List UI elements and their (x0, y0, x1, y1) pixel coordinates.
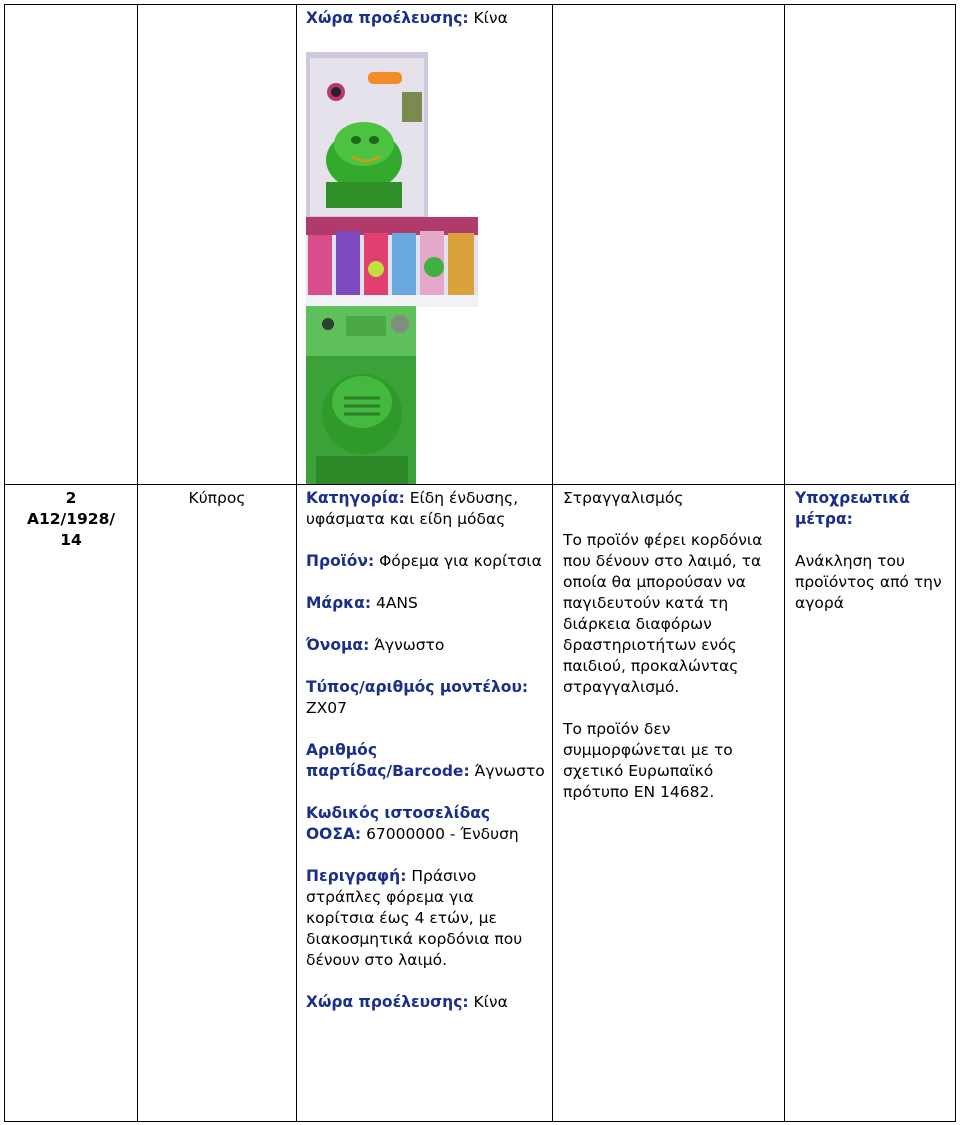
origin-label-2: Χώρα προέλευσης: (306, 993, 469, 1011)
description-label: Περιγραφή: (306, 867, 407, 885)
notifying-country (141, 488, 293, 509)
category-value: Είδη ένδυσης, υφάσματα και είδη μόδας (306, 489, 519, 528)
model-label: Τύπος/αριθμός μοντέλου: (306, 678, 529, 696)
model-field (306, 677, 546, 719)
product-label: Προϊόν: (306, 552, 375, 570)
description-field (306, 866, 546, 971)
description-value: Πράσινο στράπλες φόρεμα για κορίτσια έως 4 ετών, με διακοσμητικά κορδόνια που δένουν στο λαιμό. (306, 867, 523, 969)
country-name: Κύπρος (188, 489, 246, 507)
table-border-left (4, 4, 5, 1122)
category-label: Κατηγορία: (306, 489, 405, 507)
risk-paragraph-2: Το προϊόν δεν συμμορφώνεται με το σχετικό Ευρωπαϊκό πρότυπο EN 14682. (563, 720, 733, 801)
column-divider-4 (784, 4, 785, 1122)
oecd-field (306, 803, 546, 845)
batch-field (306, 740, 546, 782)
category-field (306, 488, 546, 530)
brand-field (306, 593, 546, 614)
batch-label: Αριθμός παρτίδας/Barcode: (306, 741, 470, 780)
brand-label: Μάρκα: (306, 594, 372, 612)
risk-description (563, 488, 777, 824)
row-divider (4, 484, 956, 485)
origin-value: Κίνα (468, 9, 508, 27)
brand-value: 4ANS (371, 594, 418, 612)
product-photo-1 (306, 52, 428, 218)
name-value: Άγνωστο (369, 636, 445, 654)
column-divider-2 (296, 4, 297, 1122)
product-value: Φόρεμα για κορίτσια (374, 552, 542, 570)
row1-origin (306, 8, 546, 29)
table-border-top (4, 4, 956, 5)
product-field (306, 551, 546, 572)
oecd-label: Κωδικός ιστοσελίδας ΟΟΣΑ: (306, 804, 491, 843)
product-photo-3 (306, 306, 416, 484)
oecd-value: 67000000 - Ένδυση (361, 825, 519, 843)
risk-paragraph-1: Το προϊόν φέρει κορδόνια που δένουν στο λαιμό, τα οποία θα μπορούσαν να παγιδευτούν κατά τη διάρκεια διαφόρων δραστηριοτήτων ενός παιδιού, προκαλώντας στραγγαλισμό. (563, 531, 763, 696)
column-divider-1 (137, 4, 138, 1122)
entry-reference-line1: A12/1928/ (26, 510, 116, 528)
entry-number: 2 (65, 489, 77, 507)
name-label: Όνομα: (306, 636, 370, 654)
name-field (306, 635, 546, 656)
origin-label: Χώρα προέλευσης: (306, 9, 469, 27)
origin-value-2: Κίνα (468, 993, 508, 1011)
measures-label: Υποχρεωτικά μέτρα: (795, 489, 910, 528)
measures-taken (795, 488, 949, 635)
product-details (306, 488, 546, 1034)
product-photo-2 (306, 217, 478, 307)
batch-value: Άγνωστο (469, 762, 545, 780)
risk-type: Στραγγαλισμός (563, 489, 684, 507)
table-border-bottom (4, 1121, 956, 1122)
entry-reference-line2: 14 (60, 531, 82, 549)
origin-field (306, 992, 546, 1013)
column-divider-3 (552, 4, 553, 1122)
table-border-right (955, 4, 956, 1122)
entry-reference (8, 488, 134, 551)
measures-text: Ανάκληση του προϊόντος από την αγορά (795, 552, 942, 612)
model-value: ZX07 (306, 699, 347, 717)
